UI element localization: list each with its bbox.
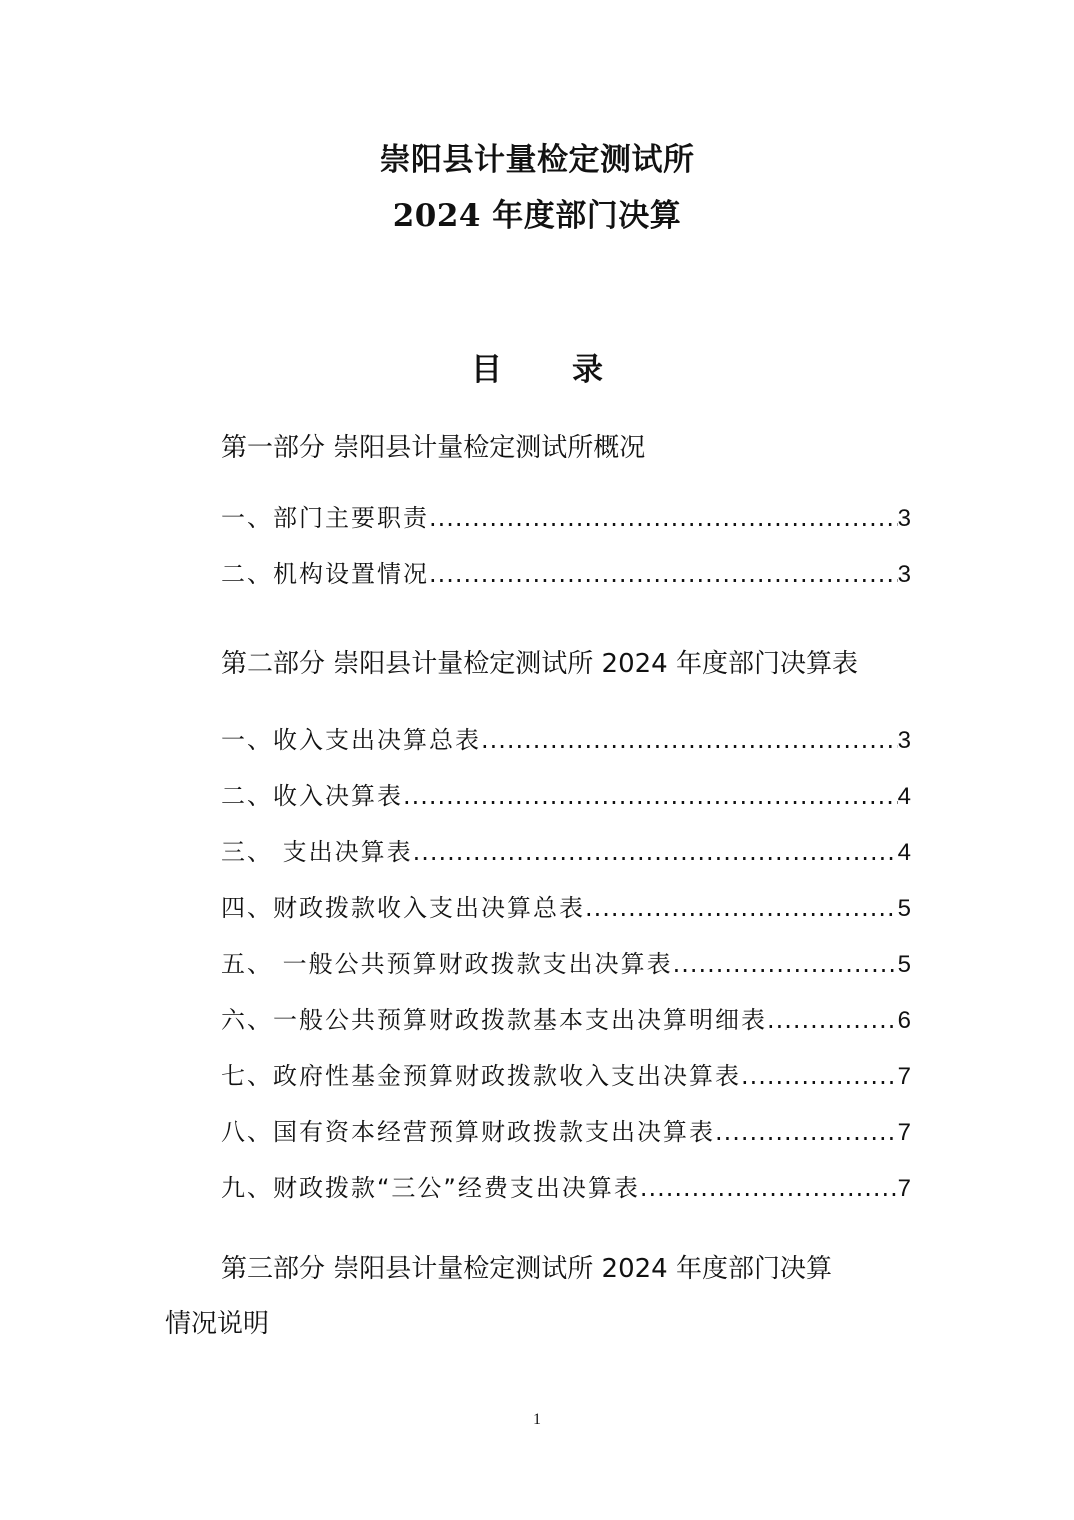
toc-item[interactable] bbox=[221, 834, 911, 870]
toc-item[interactable] bbox=[221, 1002, 911, 1038]
document-title-line2: 2024 年度部门决算 bbox=[392, 198, 682, 234]
toc-leader-dots bbox=[715, 1114, 898, 1150]
toc-leader-dots bbox=[413, 834, 898, 870]
toc-part3-title-continued[interactable]: 情况说明 bbox=[165, 1309, 270, 1339]
toc-item-label: 六、一般公共预算财政拨款基本支出决算明细表 bbox=[221, 1006, 767, 1034]
toc-item[interactable] bbox=[221, 722, 911, 758]
toc-item-page: 4 bbox=[897, 839, 911, 866]
toc-item-label: 四、财政拨款收入支出决算总表 bbox=[221, 894, 585, 922]
toc-item[interactable] bbox=[221, 556, 911, 592]
toc-item[interactable] bbox=[221, 946, 911, 982]
toc-leader-dots bbox=[585, 890, 898, 926]
toc-item-label: 一、收入支出决算总表 bbox=[221, 726, 481, 754]
toc-item[interactable] bbox=[221, 1170, 911, 1206]
page-number: 1 bbox=[533, 1411, 541, 1428]
toc-leader-dots bbox=[640, 1170, 898, 1206]
toc-item-label: 七、政府性基金预算财政拨款收入支出决算表 bbox=[221, 1062, 741, 1090]
toc-leader-dots bbox=[429, 556, 898, 592]
toc-item[interactable] bbox=[221, 1058, 911, 1094]
toc-item-page: 3 bbox=[897, 727, 911, 754]
toc-item-page: 7 bbox=[897, 1063, 911, 1090]
toc-item-label: 八、国有资本经营预算财政拨款支出决算表 bbox=[221, 1118, 715, 1146]
toc-item-label: 五、 一般公共预算财政拨款支出决算表 bbox=[221, 950, 673, 978]
toc-leader-dots bbox=[741, 1058, 898, 1094]
toc-item-label: 二、机构设置情况 bbox=[221, 560, 429, 588]
toc-item[interactable] bbox=[221, 890, 911, 926]
toc-item-page: 3 bbox=[897, 561, 911, 588]
toc-item-page: 3 bbox=[897, 505, 911, 532]
toc-leader-dots bbox=[673, 946, 898, 982]
toc-part3-title[interactable]: 第三部分 崇阳县计量检定测试所 2024 年度部门决算 bbox=[221, 1254, 832, 1284]
toc-leader-dots bbox=[767, 1002, 898, 1038]
toc-item-page: 7 bbox=[897, 1175, 911, 1202]
toc-heading: 目录 bbox=[471, 352, 673, 388]
toc-item-page: 4 bbox=[897, 783, 911, 810]
toc-item-label: 三、 支出决算表 bbox=[221, 838, 413, 866]
toc-item-page: 5 bbox=[897, 951, 911, 978]
toc-item[interactable] bbox=[221, 500, 911, 536]
toc-item[interactable] bbox=[221, 778, 911, 814]
toc-part1-title[interactable]: 第一部分 崇阳县计量检定测试所概况 bbox=[221, 433, 646, 463]
toc-item-label: 二、收入决算表 bbox=[221, 782, 403, 810]
toc-leader-dots bbox=[403, 778, 898, 814]
toc-item-label: 九、财政拨款“三公”经费支出决算表 bbox=[221, 1174, 640, 1202]
toc-leader-dots bbox=[481, 722, 898, 758]
toc-item-page: 6 bbox=[897, 1007, 911, 1034]
toc-item[interactable] bbox=[221, 1114, 911, 1150]
toc-item-label: 一、部门主要职责 bbox=[221, 504, 429, 532]
toc-item-page: 5 bbox=[897, 895, 911, 922]
toc-item-page: 7 bbox=[897, 1119, 911, 1146]
toc-leader-dots bbox=[429, 500, 898, 536]
document-title-line1: 崇阳县计量检定测试所 bbox=[379, 142, 695, 178]
toc-part2-title[interactable]: 第二部分 崇阳县计量检定测试所 2024 年度部门决算表 bbox=[221, 649, 858, 679]
